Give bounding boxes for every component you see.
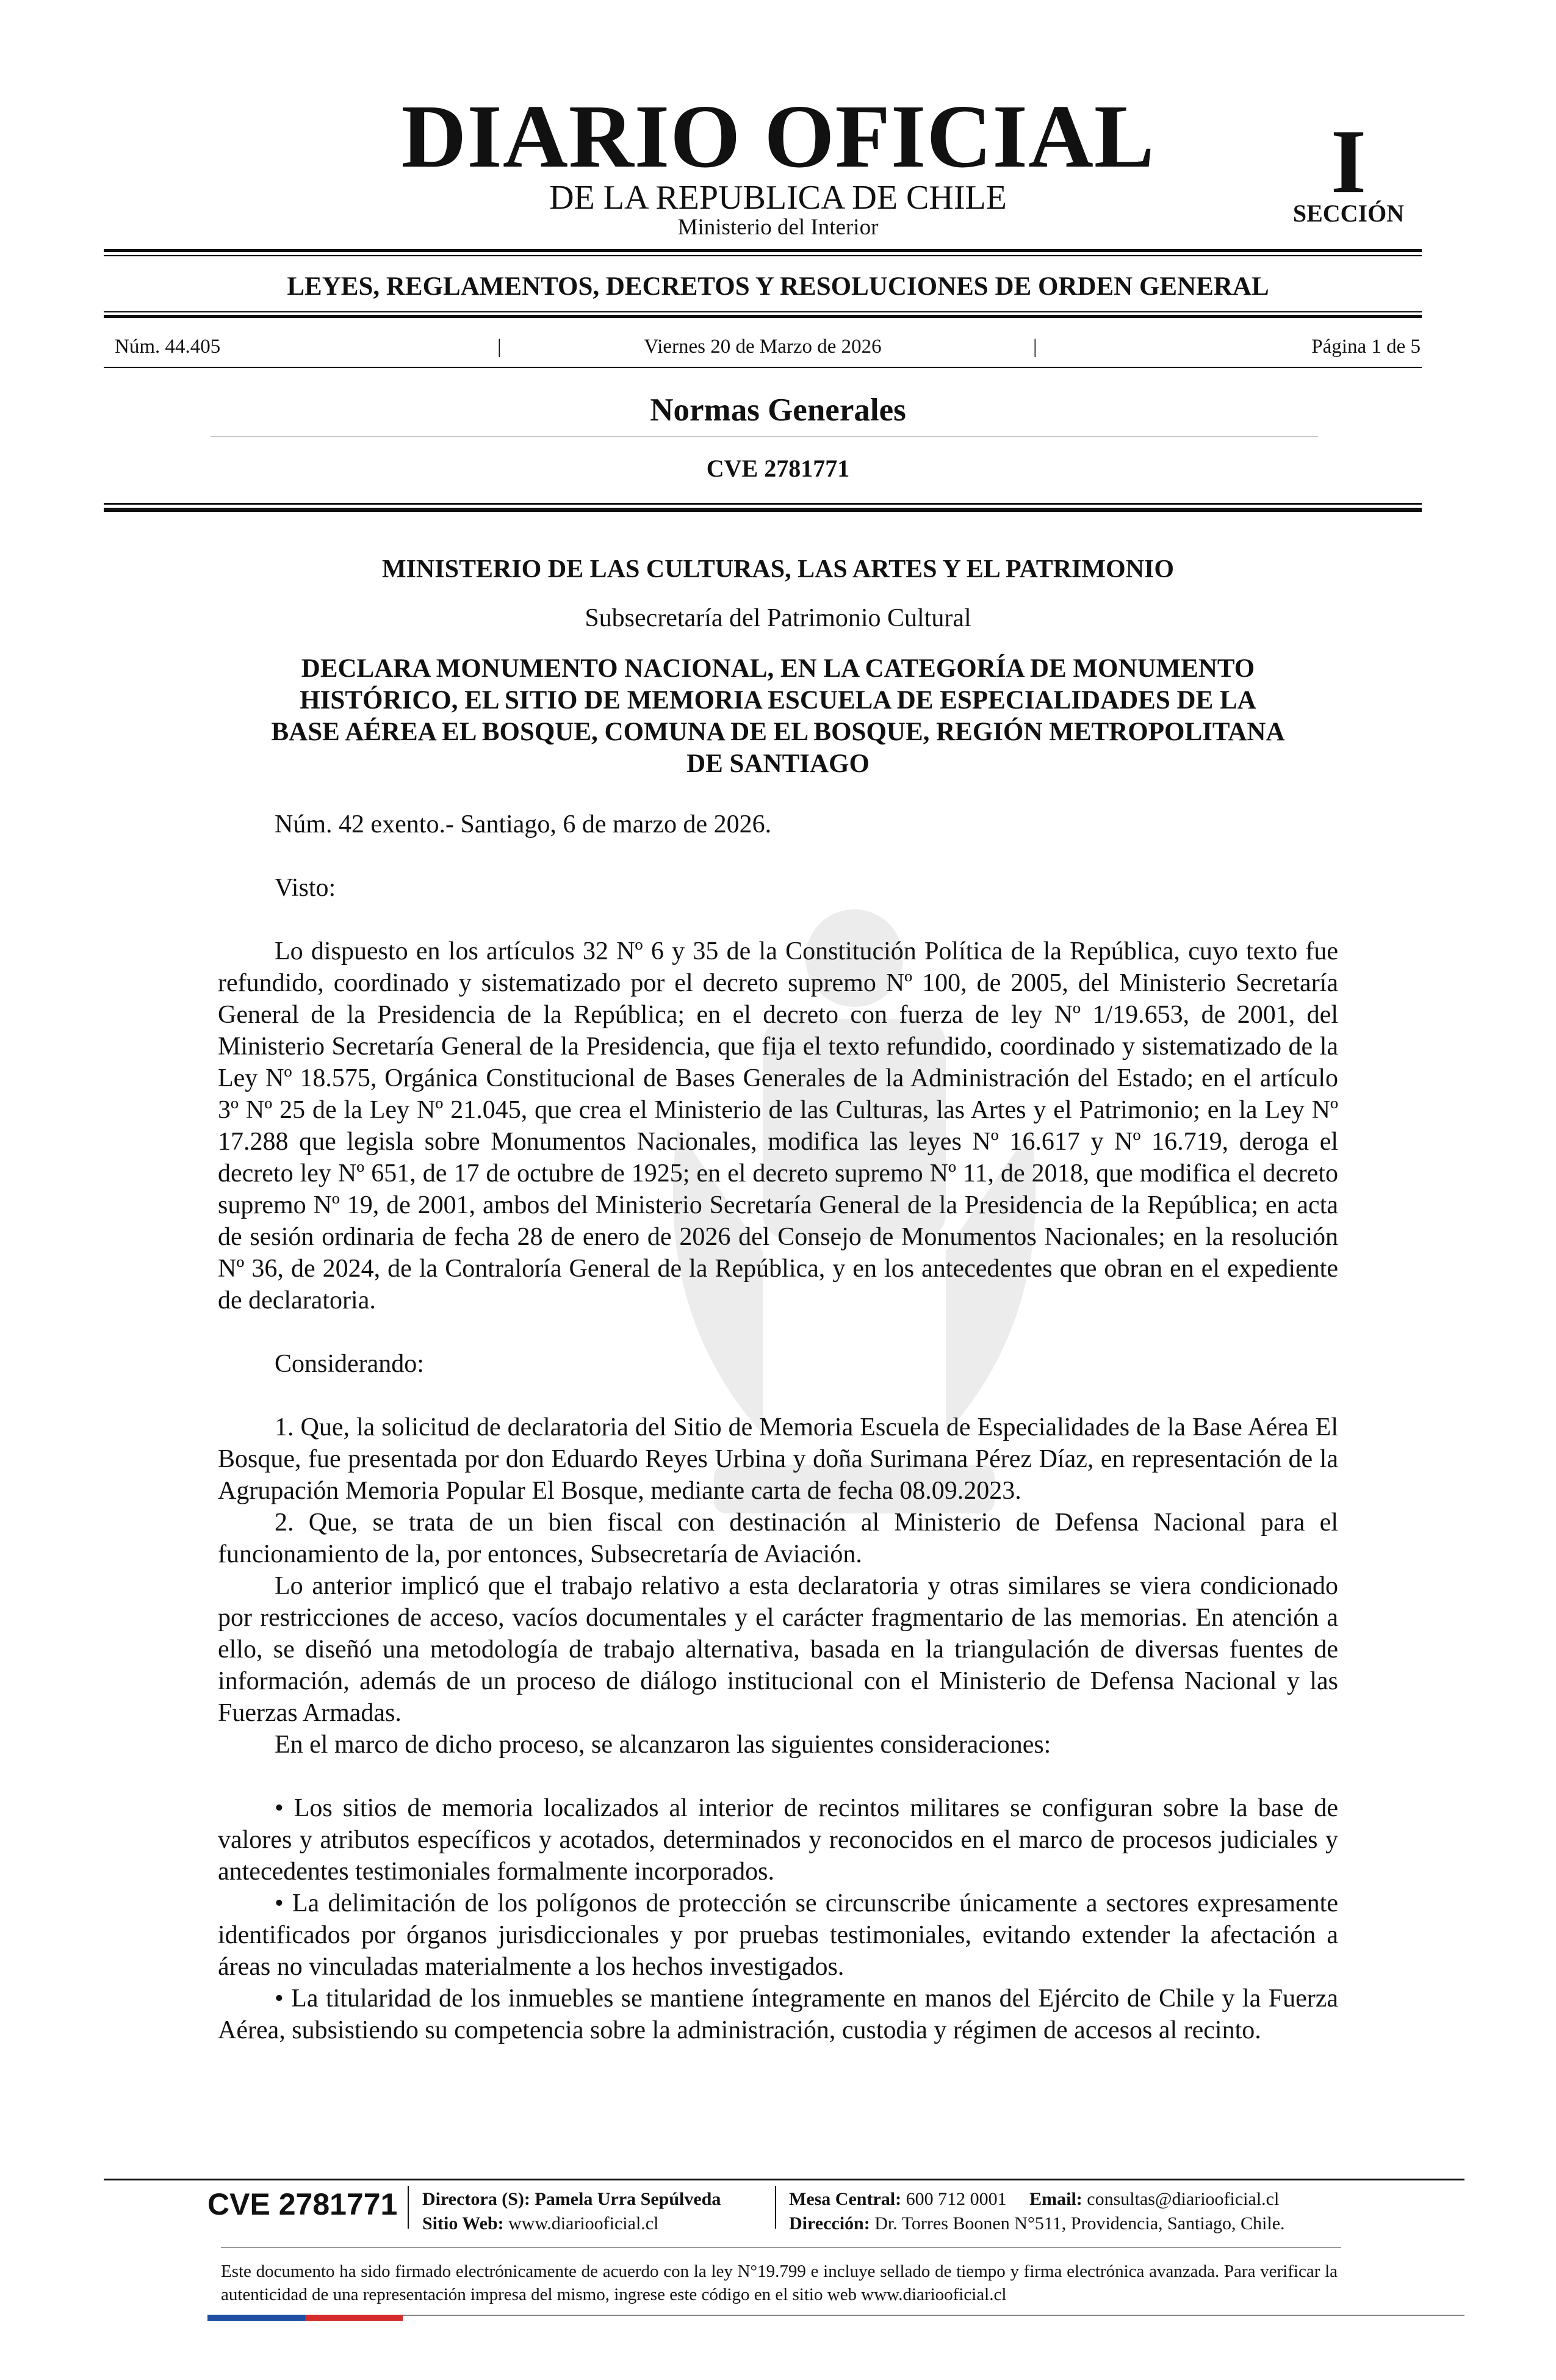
direccion-value: Dr. Torres Boonen N°511, Providencia, Santiago, Chile. [874,2213,1285,2234]
directora-name: Pamela Urra Sepúlveda [535,2189,721,2209]
meta-rule [104,367,1422,368]
ministry-title: MINISTERIO DE LAS CULTURAS, LAS ARTES Y EL PATRIMONIO [381,555,1175,583]
issue-date: Viernes 20 de Marzo de 2026 [644,336,882,358]
footer-divider [775,2186,776,2229]
email-link[interactable]: consultas@diariooficial.cl [1087,2189,1280,2209]
sitio-web-link[interactable]: www.diariooficial.cl [508,2213,659,2234]
visto-paragraph: Lo dispuesto en los artículos 32 Nº 6 y 35 de la Constitución Política de la República, cuyo texto fue refundido, coordinado y sistematizado por el decreto supremo Nº 100, de 2005, del Ministerio Secretaría General de la Presidencia de la República; en el decreto con fuerza de ley Nº 1/19.653, de 2001, del Ministerio Secretaría General de la Presidencia, que fija el texto refundido, coordinado y sistematizado de la Ley Nº 18.575, Orgánica Constitucional de Bases Generales de la Administración del Estado; en el artículo 3º Nº 25 de la Ley Nº 21.045, que crea el Ministerio de las Culturas, las Artes y el Patrimonio; en la Ley Nº 17.288 que legisla sobre Monumentos Nacionales, modifica las leyes Nº 16.617 y Nº 16.719, deroga el decreto ley Nº 651, de 17 de octubre de 1925; en el decreto supremo Nº 11, de 2018, que modifica el decreto supremo Nº 19, de 2001, ambos del Ministerio Secretaría General de la Presidencia de la República; en acta de sesión ordinaria de fecha 28 de enero de 2026 del Consejo de Monumentos Nacionales; en la resolución Nº 36, de 2024, de la Contraloría General de la República, y en los antecedentes que obran en el expediente de declaratoria. [218,937,1338,1314]
heading-rule [211,436,1318,437]
visto-label: Visto: [275,874,336,902]
considerando-paragraph: Lo anterior implicó que el trabajo relativo a esta declaratoria y otras similares se viera condicionado por restricciones de acceso, vacíos documentales y el carácter fragmentario de las memorias. En atención a ello, se diseñó una metodología de trabajo alternativa, basada en la triangulación de diversas fuentes de información, además de un proceso de diálogo institucional con el Ministerio de Defensa Nacional y las Fuerzas Armadas. [218,1572,1338,1727]
meta-separator: | [497,336,502,358]
decree-number-line: Núm. 42 exento.- Santiago, 6 de marzo de 2026. [275,810,772,838]
section-numeral: I [1330,111,1367,212]
bullet-item: • La titularidad de los inmuebles se mantiene íntegramente en manos del Ejército de Chile y la Fuerza Aérea, subsistiendo su competencia sobre la administración, custodia y régimen de accesos al recinto. [218,1985,1338,2044]
category-title: LEYES, REGLAMENTOS, DECRETOS Y RESOLUCIONES DE ORDEN GENERAL [287,272,1269,301]
section-heading: Normas Generales [650,392,906,428]
cve-rule-thin [104,503,1422,505]
footer-rule-bottom [221,2247,1341,2248]
decree-title [195,653,1361,780]
newspaper-title: DIARIO OFICIAL [401,87,1155,187]
category-rule-thick [104,315,1422,318]
signature-disclaimer: Este documento ha sido firmado electrónicamente de acuerdo con la ley N°19.799 e incluye sellado de tiempo y firma electrónica avanzada. Para verificar la autenticidad de una representación impresa del mismo, ingrese este código en el sitio web www.diariooficial.cl [221,2262,1338,2304]
category-rule-thin [104,311,1422,312]
decree-body [218,809,1338,2046]
directora-label: Directora (S): [422,2189,530,2209]
decree-title-line: HISTÓRICO, EL SITIO DE MEMORIA ESCUELA DE ESPECIALIDADES DE LA [300,686,1256,715]
decree-title-line: BASE AÉREA EL BOSQUE, COMUNA DE EL BOSQUE, REGIÓN METROPOLITANA [271,718,1285,746]
cve-code: CVE 2781771 [706,455,850,482]
meta-separator: | [1033,336,1037,358]
footer-cve-code: CVE 2781771 [207,2187,398,2221]
mesa-value: 600 712 0001 [906,2189,1007,2209]
considerando-label: Considerando: [275,1350,424,1378]
bullet-item: • Los sitios de memoria localizados al interior de recintos militares se configuran sobre la base de valores y atributos específicos y acotados, determinados y reconocidos en el marco de procesos judiciales y antecedentes testimoniales formalmente incorporados. [218,1794,1338,1886]
mesa-label: Mesa Central: [789,2189,902,2209]
considerando-paragraph: 1. Que, la solicitud de declaratoria del Sitio de Memoria Escuela de Especialidades de la Base Aérea El Bosque, fue presentada por don Eduardo Reyes Urbina y doña Surimana Pérez Díaz, en representación de la Agrupación Memoria Popular El Bosque, mediante carta de fecha 08.09.2023. [218,1413,1338,1505]
page-indicator: Página 1 de 5 [1311,336,1421,358]
considerando-paragraph: 2. Que, se trata de un bien fiscal con destinación al Ministerio de Defensa Nacional para el funcionamiento de la, por entonces, Subsecretaría de Aviación. [218,1509,1338,1568]
masthead-rule-thin [104,255,1422,256]
flag-stripe-red [305,2315,403,2321]
footer-column-left [422,2187,764,2236]
footer-column-right [789,2187,1399,2236]
newspaper-ministry: Ministerio del Interior [677,215,879,240]
masthead-rule-thick [104,249,1422,252]
footer-rule-top [104,2179,1464,2180]
footer-divider [408,2186,409,2229]
decree-title-line: DECLARA MONUMENTO NACIONAL, EN LA CATEGORÍA DE MONUMENTO [301,654,1255,683]
newspaper-subtitle: DE LA REPUBLICA DE CHILE [549,179,1007,217]
section-label: SECCIÓN [1292,200,1405,227]
decree-title-line: DE SANTIAGO [686,749,870,778]
direccion-label: Dirección: [789,2213,870,2234]
considerando-paragraph: En el marco de dicho proceso, se alcanzaron las siguientes consideraciones: [275,1731,1051,1759]
cve-rule-thick [104,508,1422,512]
email-label: Email: [1029,2189,1082,2209]
subsecretaria: Subsecretaría del Patrimonio Cultural [585,604,971,632]
bullet-item: • La delimitación de los polígonos de protección se circunscribe únicamente a sectores expresamente identificados por órganos jurisdiccionales y por pruebas testimoniales, evitando extender la afectación a áreas no vinculadas materialmente a los hechos investigados. [218,1889,1338,1981]
flag-stripe-blue [207,2315,305,2321]
sitio-label: Sitio Web: [422,2213,504,2234]
issue-number: Núm. 44.405 [115,336,221,358]
